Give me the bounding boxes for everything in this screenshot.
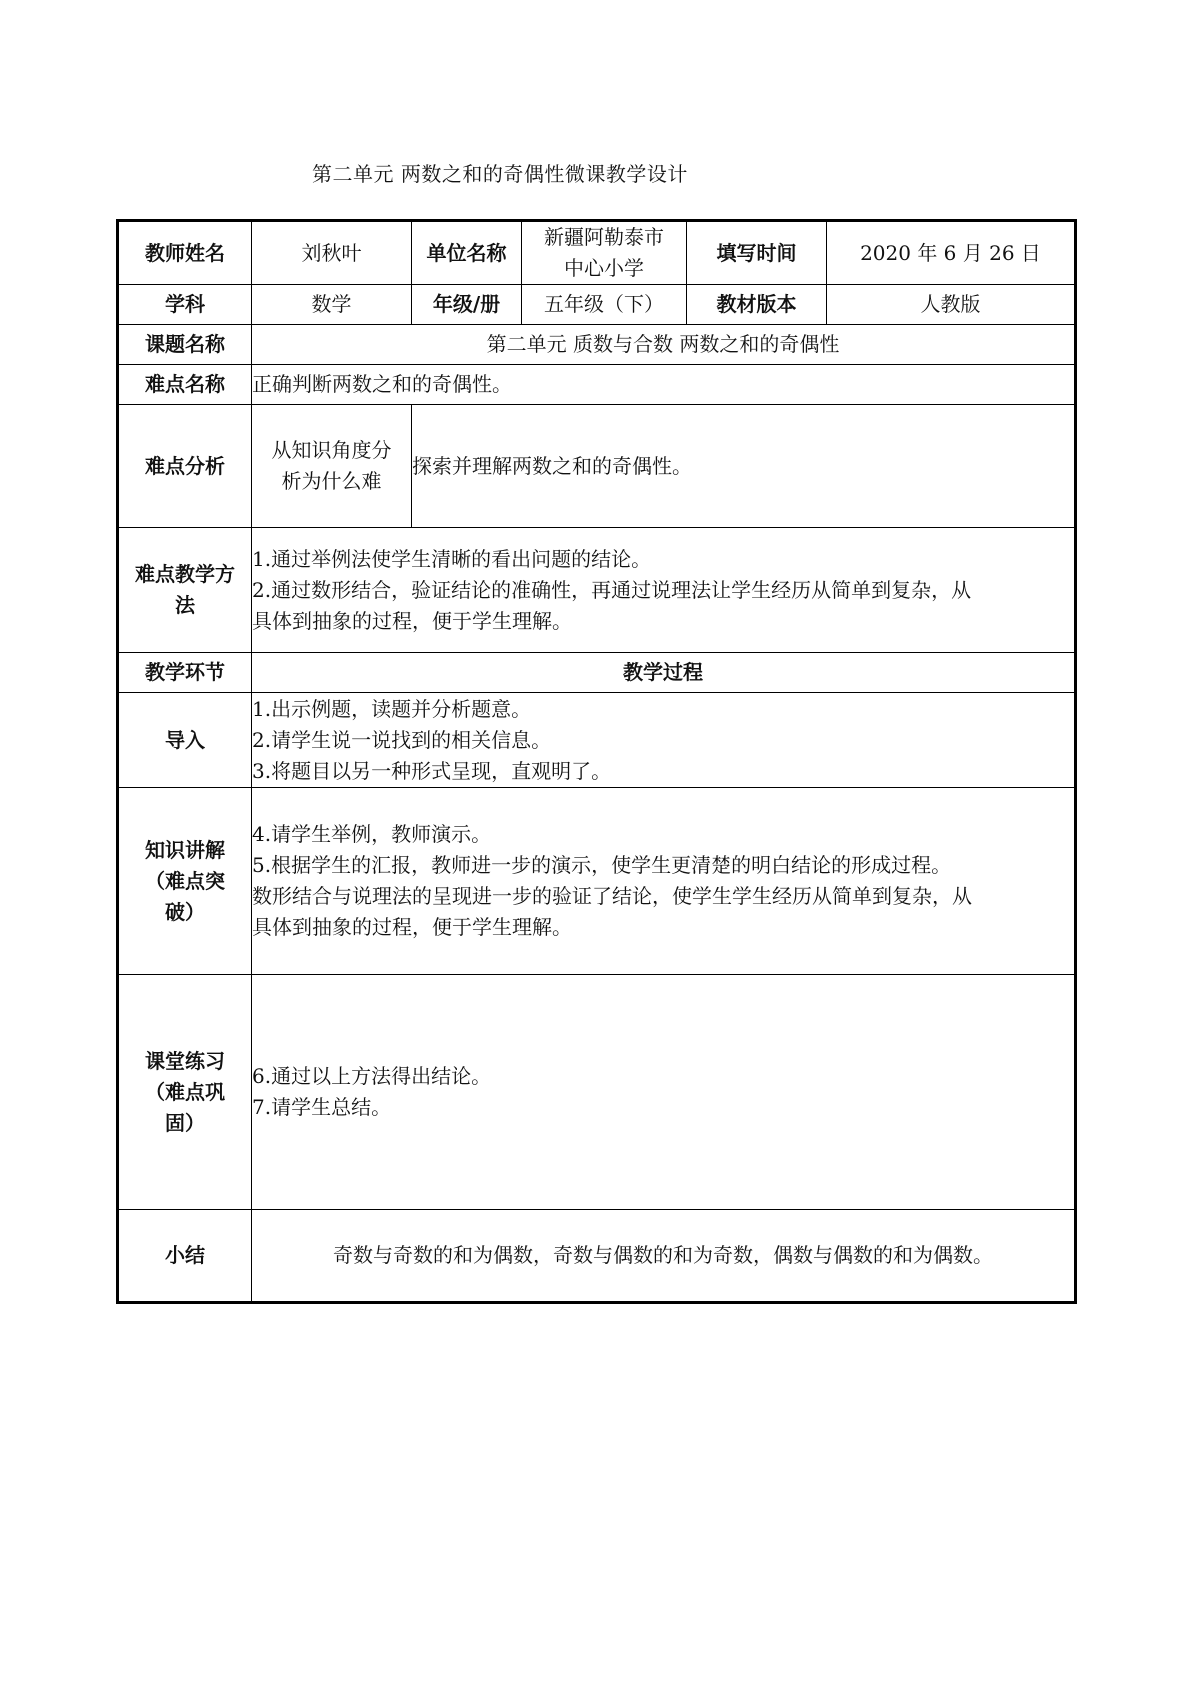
analysis-row [118,405,1076,528]
practice-content [252,975,1076,1210]
summary-row [118,1210,1076,1303]
stage-header: 教学环节 [118,653,252,693]
grade-value: 五年级（下） [522,285,687,325]
method-row [118,528,1076,653]
summary-label: 小结 [118,1210,252,1303]
explain-label-line-1: 知识讲解 [145,837,225,862]
edition-label: 教材版本 [687,285,827,325]
subject-value: 数学 [252,285,412,325]
lesson-design-table [116,219,1077,1304]
topic-label: 课题名称 [118,325,252,365]
practice-label [118,975,252,1210]
intro-line-1: 1.出示例题，读题并分析题意。 [252,696,532,721]
analysis-sub-label-line-2: 析为什么难 [281,469,382,493]
method-content [252,528,1076,653]
practice-label-line-2: （难点巩 [145,1079,225,1104]
practice-line-1: 6.通过以上方法得出结论。 [252,1064,492,1088]
practice-row [118,975,1076,1210]
difficulty-row [118,365,1076,405]
info-row-2 [118,285,1076,325]
method-line-2: 2.通过数形结合，验证结论的准确性，再通过说理法让学生经历从简单到复杂，从 [252,577,972,602]
unit-name-label: 单位名称 [412,221,522,285]
method-line-3: 具体到抽象的过程，便于学生理解。 [252,608,572,633]
unit-name-line-1: 新疆阿勒泰市 [544,225,664,249]
intro-line-2: 2.请学生说一说找到的相关信息。 [252,727,552,752]
analysis-sub-label [252,405,412,528]
fill-date-value: 2020 年 6 月 26 日 [827,221,1076,285]
difficulty-value: 正确判断两数之和的奇偶性。 [252,365,1076,405]
unit-name-line-2: 中心小学 [564,256,644,280]
analysis-value: 探索并理解两数之和的奇偶性。 [412,405,1076,528]
topic-value: 第二单元 质数与合数 两数之和的奇偶性 [252,325,1076,365]
explain-label-line-2: （难点突 [145,868,225,893]
process-header-row [118,653,1076,693]
grade-label: 年级/册 [412,285,522,325]
edition-value: 人教版 [827,285,1076,325]
practice-label-line-3: 固） [165,1110,205,1135]
explain-line-4: 具体到抽象的过程，便于学生理解。 [252,915,572,939]
intro-content [252,693,1076,788]
practice-label-line-1: 课堂练习 [145,1048,225,1073]
unit-name-value [522,221,687,285]
fill-date-label: 填写时间 [687,221,827,285]
difficulty-label: 难点名称 [118,365,252,405]
explain-line-1: 4.请学生举例，教师演示。 [252,822,492,846]
explain-row [118,788,1076,975]
method-label-line-1: 难点教学方 [135,562,235,586]
subject-label: 学科 [118,285,252,325]
info-row-1 [118,221,1076,285]
intro-row [118,693,1076,788]
method-line-1: 1.通过举例法使学生清晰的看出问题的结论。 [252,546,652,571]
teacher-name-value: 刘秋叶 [252,221,412,285]
method-label-line-2: 法 [175,593,195,617]
teacher-name-label: 教师姓名 [118,221,252,285]
process-header: 教学过程 [252,653,1076,693]
intro-line-3: 3.将题目以另一种形式呈现，直观明了。 [252,758,612,783]
method-label [118,528,252,653]
document-title: 第二单元 两数之和的奇偶性微课教学设计 [312,162,688,186]
analysis-sub-label-line-1: 从知识角度分 [271,438,392,462]
practice-line-2: 7.请学生总结。 [252,1095,392,1119]
summary-value: 奇数与奇数的和为偶数，奇数与偶数的和为奇数，偶数与偶数的和为偶数。 [252,1210,1076,1303]
intro-label: 导入 [118,693,252,788]
topic-row [118,325,1076,365]
analysis-label: 难点分析 [118,405,252,528]
explain-line-3: 数形结合与说理法的呈现进一步的验证了结论，使学生学生经历从简单到复杂，从 [252,884,972,908]
explain-content [252,788,1076,975]
explain-label [118,788,252,975]
explain-label-line-3: 破） [165,899,205,924]
explain-line-2: 5.根据学生的汇报，教师进一步的演示，使学生更清楚的明白结论的形成过程。 [252,853,952,877]
